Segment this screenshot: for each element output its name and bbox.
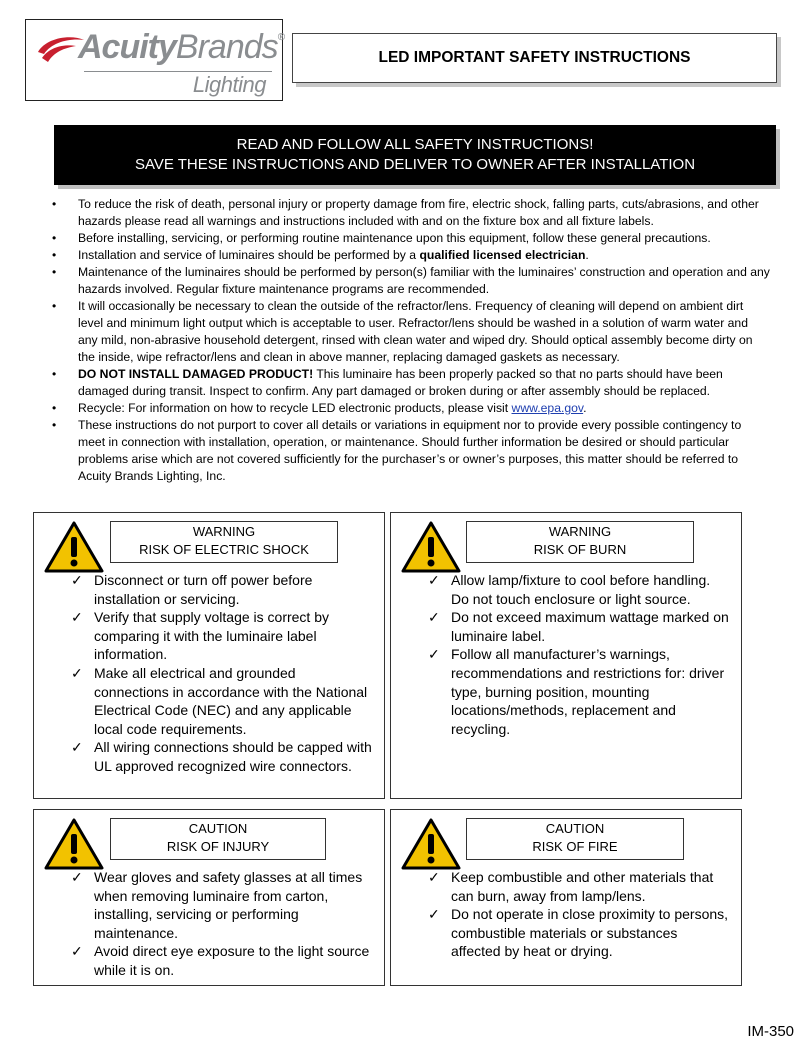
check-mark-icon: ✓ <box>71 609 83 626</box>
panel-heading <box>466 818 684 860</box>
warning-panel-electric-shock <box>33 512 385 799</box>
qualified-electrician-text: qualified licensed electrician <box>419 248 586 262</box>
list-item: • DO NOT INSTALL DAMAGED PRODUCT! This luminaire has been properly packed so that no parts should have been damaged during transit. Inspect to confirm. Any part damaged or broken during or after assembly should be replaced. <box>52 367 723 398</box>
list-item: ✓ Disconnect or turn off power before installation or servicing. <box>71 572 313 607</box>
warning-triangle-icon <box>401 818 461 870</box>
check-mark-icon: ✓ <box>71 739 83 756</box>
company-logo <box>25 19 283 101</box>
check-mark-icon: ✓ <box>428 572 440 588</box>
panel-heading-risk: RISK OF BURN <box>533 542 627 557</box>
list-item: ✓ Avoid direct eye exposure to the light source while it is on. <box>71 943 370 978</box>
bullet-dot-icon: • <box>52 367 57 381</box>
check-mark-icon: ✓ <box>428 906 440 923</box>
list-item: • Installation and service of luminaires should be performed by a qualified licensed electrician. <box>52 248 589 262</box>
panel-heading-level: WARNING <box>192 524 256 539</box>
list-item: ✓ Wear gloves and safety glasses at all times when removing luminaire from carton, installing, servicing or performing maintenance. <box>71 869 363 941</box>
list-item: ✓ Do not operate in close proximity to persons, combustible materials or substances affected by heat or drying. <box>428 906 729 960</box>
shock-instructions-list <box>67 571 373 776</box>
check-mark-icon: ✓ <box>71 664 83 681</box>
bullet-dot-icon: • <box>52 197 57 211</box>
logo-acuity: Acuity <box>78 28 176 66</box>
document-title: LED IMPORTANT SAFETY INSTRUCTIONS <box>378 49 691 66</box>
fire-instructions-list <box>424 868 730 961</box>
general-precautions-list <box>50 196 770 485</box>
logo-wordmark <box>78 28 284 67</box>
list-item: • To reduce the risk of death, personal injury or property damage from fire, electric shock, falling parts, cuts/abrasions, and other hazards please read all warnings and instructions included with and on the fixture box and all fixture labels. <box>52 197 759 228</box>
list-item: ✓ Allow lamp/fixture to cool before handling. Do not touch enclosure or light source. <box>428 572 711 607</box>
list-item: • Recycle: For information on how to recycle LED electronic products, please visit www.epa.gov. <box>52 401 587 415</box>
warning-triangle-icon <box>401 521 461 573</box>
burn-instructions-list <box>424 571 730 738</box>
check-mark-icon: ✓ <box>428 609 440 626</box>
warning-panel-burn <box>390 512 742 799</box>
panel-heading-level: WARNING <box>548 524 612 539</box>
list-item: ✓ Do not exceed maximum wattage marked on luminaire label. <box>428 609 729 644</box>
epa-link[interactable]: www.epa.gov <box>511 401 584 415</box>
damaged-product-warning: DO NOT INSTALL DAMAGED PRODUCT! <box>78 367 314 381</box>
list-item: ✓ Make all electrical and grounded connections in accordance with the National Electrical Code (NEC) and any applicable local code requirements. <box>71 664 368 737</box>
bullet-dot-icon: • <box>52 265 57 279</box>
banner-line-1: READ AND FOLLOW ALL SAFETY INSTRUCTIONS! <box>236 136 594 153</box>
document-title-box <box>292 33 777 83</box>
list-item: ✓ Verify that supply voltage is correct by comparing it with the luminaire label information. <box>71 609 329 663</box>
check-mark-icon: ✓ <box>428 646 440 663</box>
bullet-dot-icon: • <box>52 418 57 432</box>
banner-line-2: SAVE THESE INSTRUCTIONS AND DELIVER TO OWNER AFTER INSTALLATION <box>134 156 696 173</box>
caution-panel-fire <box>390 809 742 986</box>
logo-lighting: Lighting <box>192 72 266 97</box>
check-mark-icon: ✓ <box>428 869 440 885</box>
panel-heading <box>110 521 338 563</box>
panel-heading <box>466 521 694 563</box>
panel-heading <box>110 818 326 860</box>
bullet-dot-icon: • <box>52 231 57 245</box>
safety-banner <box>54 125 776 185</box>
caution-panel-injury <box>33 809 385 986</box>
injury-instructions-list <box>67 868 373 980</box>
bullet-dot-icon: • <box>52 248 57 262</box>
list-item: ✓ All wiring connections should be capped with UL approved recognized wire connectors. <box>71 739 372 774</box>
warning-triangle-icon <box>44 818 104 870</box>
panel-heading-risk: RISK OF ELECTRIC SHOCK <box>139 542 309 557</box>
check-mark-icon: ✓ <box>71 869 83 885</box>
list-item: ✓ Keep combustible and other materials that can burn, away from lamp/lens. <box>428 869 714 904</box>
list-item: • Maintenance of the luminaires should be performed by person(s) familiar with the luminaires’ construction and operation and any hazards involved. Regular fixture maintenance programs are recommended. <box>52 265 770 296</box>
panel-heading-risk: RISK OF INJURY <box>166 839 270 854</box>
bullet-dot-icon: • <box>52 299 57 313</box>
list-item: • Before installing, servicing, or performing routine maintenance upon this equipment, follow these general precautions. <box>52 231 711 245</box>
logo-registered-mark: ® <box>277 32 285 43</box>
check-mark-icon: ✓ <box>71 943 83 960</box>
panel-heading-level: CAUTION <box>188 821 248 836</box>
check-mark-icon: ✓ <box>71 572 83 588</box>
warning-triangle-icon <box>44 521 104 573</box>
list-item: ✓ Follow all manufacturer’s warnings, recommendations and restrictions for: driver type, burning position, mounting locations/methods, replacement and recycling. <box>428 646 725 737</box>
list-item: • It will occasionally be necessary to clean the outside of the refractor/lens. Frequency of cleaning will depend on ambient dirt level and minimum light output which is acceptable to user. Refractor/lens should be washed in a solution of warm water and any mild, non-abrasive household detergent, rinsed with clean water and wiped dry. Should optical assembly become dirty on the inside, wipe refractor/lens and clean in above manner, replacing damaged gaskets as necessary. <box>52 299 753 364</box>
bullet-dot-icon: • <box>52 401 57 415</box>
panel-heading-risk: RISK OF FIRE <box>532 839 618 854</box>
list-item: • These instructions do not purport to cover all details or variations in equipment nor to provide every possible contingency to meet in connection with installation, operation, or maintenance. Should further information be desired or should particular problems arise which are not covered sufficiently for the purchaser’s or owner’s purposes, this matter should be referred to Acuity Brands Lighting, Inc. <box>52 418 742 483</box>
logo-brands: Brands <box>175 28 278 66</box>
panel-heading-level: CAUTION <box>545 821 605 836</box>
document-code: IM-350 <box>747 1023 794 1040</box>
